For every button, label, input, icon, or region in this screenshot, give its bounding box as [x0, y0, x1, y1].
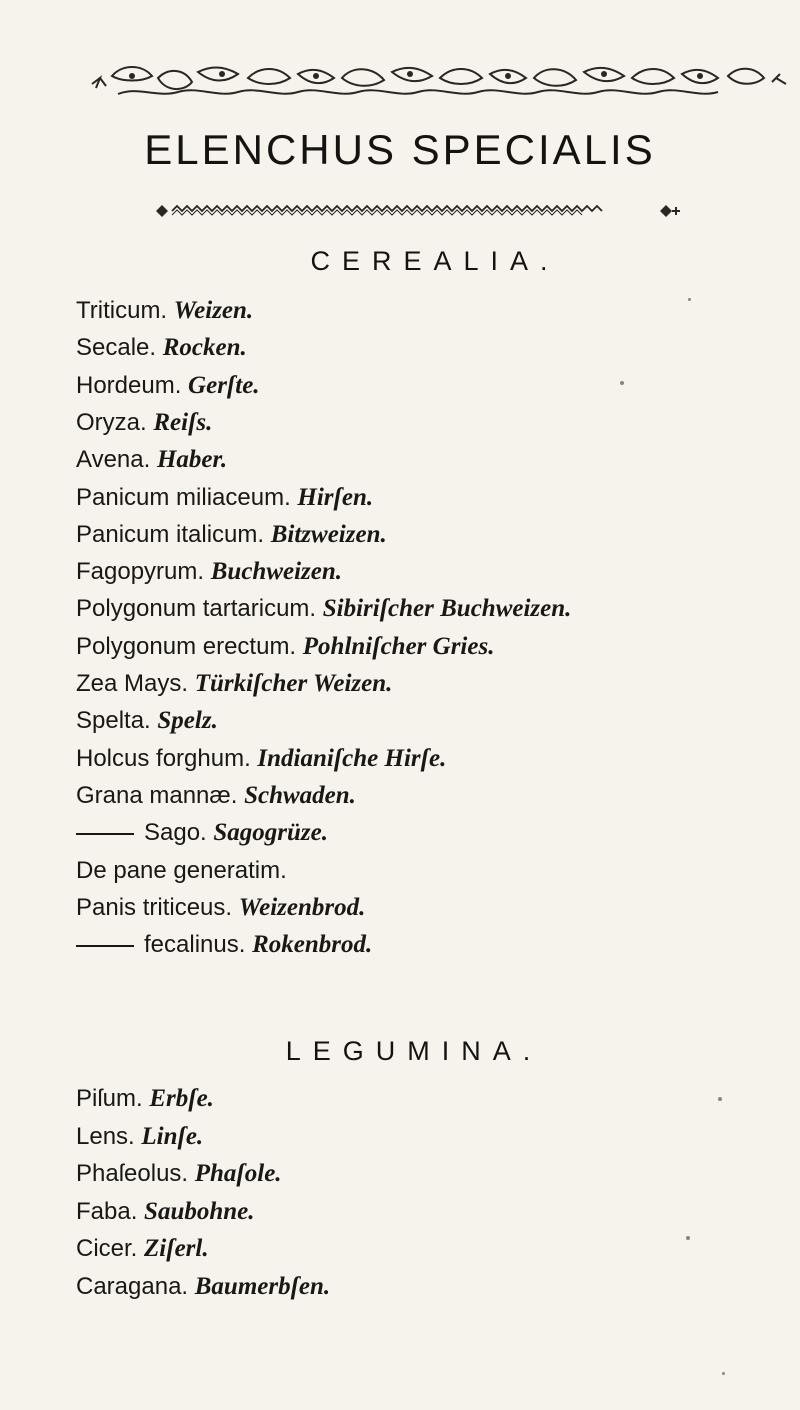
list-item: [76, 445, 227, 475]
latin-name: Hordeum.: [76, 371, 182, 399]
list-item: [76, 1197, 255, 1227]
ditto-dash: [76, 945, 134, 947]
latin-name: Zea Mays.: [76, 670, 189, 697]
latin-name: Lens.: [76, 1122, 135, 1150]
list-item: [76, 1234, 209, 1264]
list-item: [76, 856, 287, 886]
paper-speck: [718, 1097, 722, 1101]
german-name: Saubohne.: [144, 1197, 255, 1225]
german-name: Rokenbrod.: [252, 931, 373, 959]
list-item: [76, 557, 342, 587]
german-name: Buchweizen.: [210, 558, 343, 586]
german-name: Bitzweizen.: [270, 520, 387, 548]
list-item: [76, 930, 372, 960]
decorative-border-top: [88, 58, 792, 102]
page-title: ELENCHUS SPECIALIS: [144, 126, 656, 173]
list-item: [76, 706, 218, 736]
ditto-dash: [76, 833, 134, 835]
latin-name: Caragana.: [76, 1272, 189, 1300]
german-name: Linſe.: [141, 1122, 204, 1150]
list-item: [76, 296, 253, 326]
german-name: Erbſe.: [149, 1085, 214, 1112]
list-item: [76, 893, 365, 923]
latin-name: Panis triticeus.: [76, 893, 233, 921]
german-name: Indianiſche Hirſe.: [257, 744, 447, 772]
list-item: [76, 408, 212, 438]
latin-name: Panicum italicum.: [76, 520, 265, 548]
paper-speck: [686, 1236, 690, 1240]
latin-name: Grana mannæ.: [76, 781, 238, 809]
list-item: [76, 781, 356, 811]
latin-name: Faba.: [76, 1197, 138, 1225]
german-name: Türkiſcher Weizen.: [194, 670, 393, 697]
latin-name: Spelta.: [76, 707, 151, 735]
latin-name: Holcus forghum.: [76, 744, 251, 772]
german-name: Spelz.: [157, 707, 218, 735]
german-name: Sibiriſcher Buchweizen.: [322, 595, 572, 623]
german-name: Rocken.: [162, 334, 247, 362]
german-name: Weizenbrod.: [238, 893, 366, 921]
list-item: [76, 818, 328, 848]
latin-name: Triticum.: [76, 297, 168, 324]
latin-name: Oryza.: [76, 408, 147, 436]
decorative-rule: [150, 200, 685, 222]
list-item: [76, 1159, 282, 1189]
german-name: Ziſerl.: [144, 1235, 209, 1262]
list-item: [76, 669, 392, 699]
german-name: Haber.: [156, 446, 228, 474]
german-name: Weizen.: [173, 297, 254, 324]
list-item: [76, 1122, 203, 1152]
paper-speck: [620, 381, 624, 385]
list-item: [76, 744, 446, 774]
german-name: Baumerbſen.: [194, 1272, 331, 1300]
german-name: Schwaden.: [244, 781, 356, 809]
latin-name: Panicum miliaceum.: [76, 483, 291, 511]
paper-speck: [722, 1372, 725, 1375]
latin-name: Avena.: [76, 446, 151, 474]
latin-name: Secale.: [76, 334, 157, 362]
latin-name: Polygonum erectum.: [76, 632, 297, 660]
latin-name: fecalinus.: [144, 931, 246, 959]
latin-name: Sago.: [144, 819, 207, 847]
latin-name: Phaſeolus.: [76, 1160, 189, 1187]
list-item: [76, 1084, 214, 1114]
list-item: [76, 1272, 330, 1302]
paper-speck: [688, 298, 691, 301]
list-item: [76, 483, 373, 513]
latin-name: De pane generatim.: [76, 856, 287, 884]
list-item: [76, 632, 494, 662]
list-item: [76, 520, 387, 550]
list-item: [76, 594, 571, 624]
latin-name: Polygonum tartaricum.: [76, 595, 317, 623]
section-heading-cerealia: CEREALIA.: [310, 246, 560, 276]
german-name: Hirſen.: [297, 483, 374, 511]
german-name: Phaſole.: [194, 1160, 282, 1187]
list-item: [76, 333, 247, 363]
section-heading-legumina: LEGUMINA.: [285, 1036, 543, 1066]
latin-name: Piſum.: [76, 1085, 143, 1112]
list-item: [76, 371, 260, 401]
latin-name: Fagopyrum.: [76, 558, 205, 586]
german-name: Pohlniſcher Gries.: [302, 632, 495, 660]
german-name: Gerſte.: [188, 371, 260, 399]
german-name: Reiſs.: [153, 408, 213, 436]
latin-name: Cicer.: [76, 1235, 138, 1262]
german-name: Sagogrüze.: [213, 819, 329, 847]
